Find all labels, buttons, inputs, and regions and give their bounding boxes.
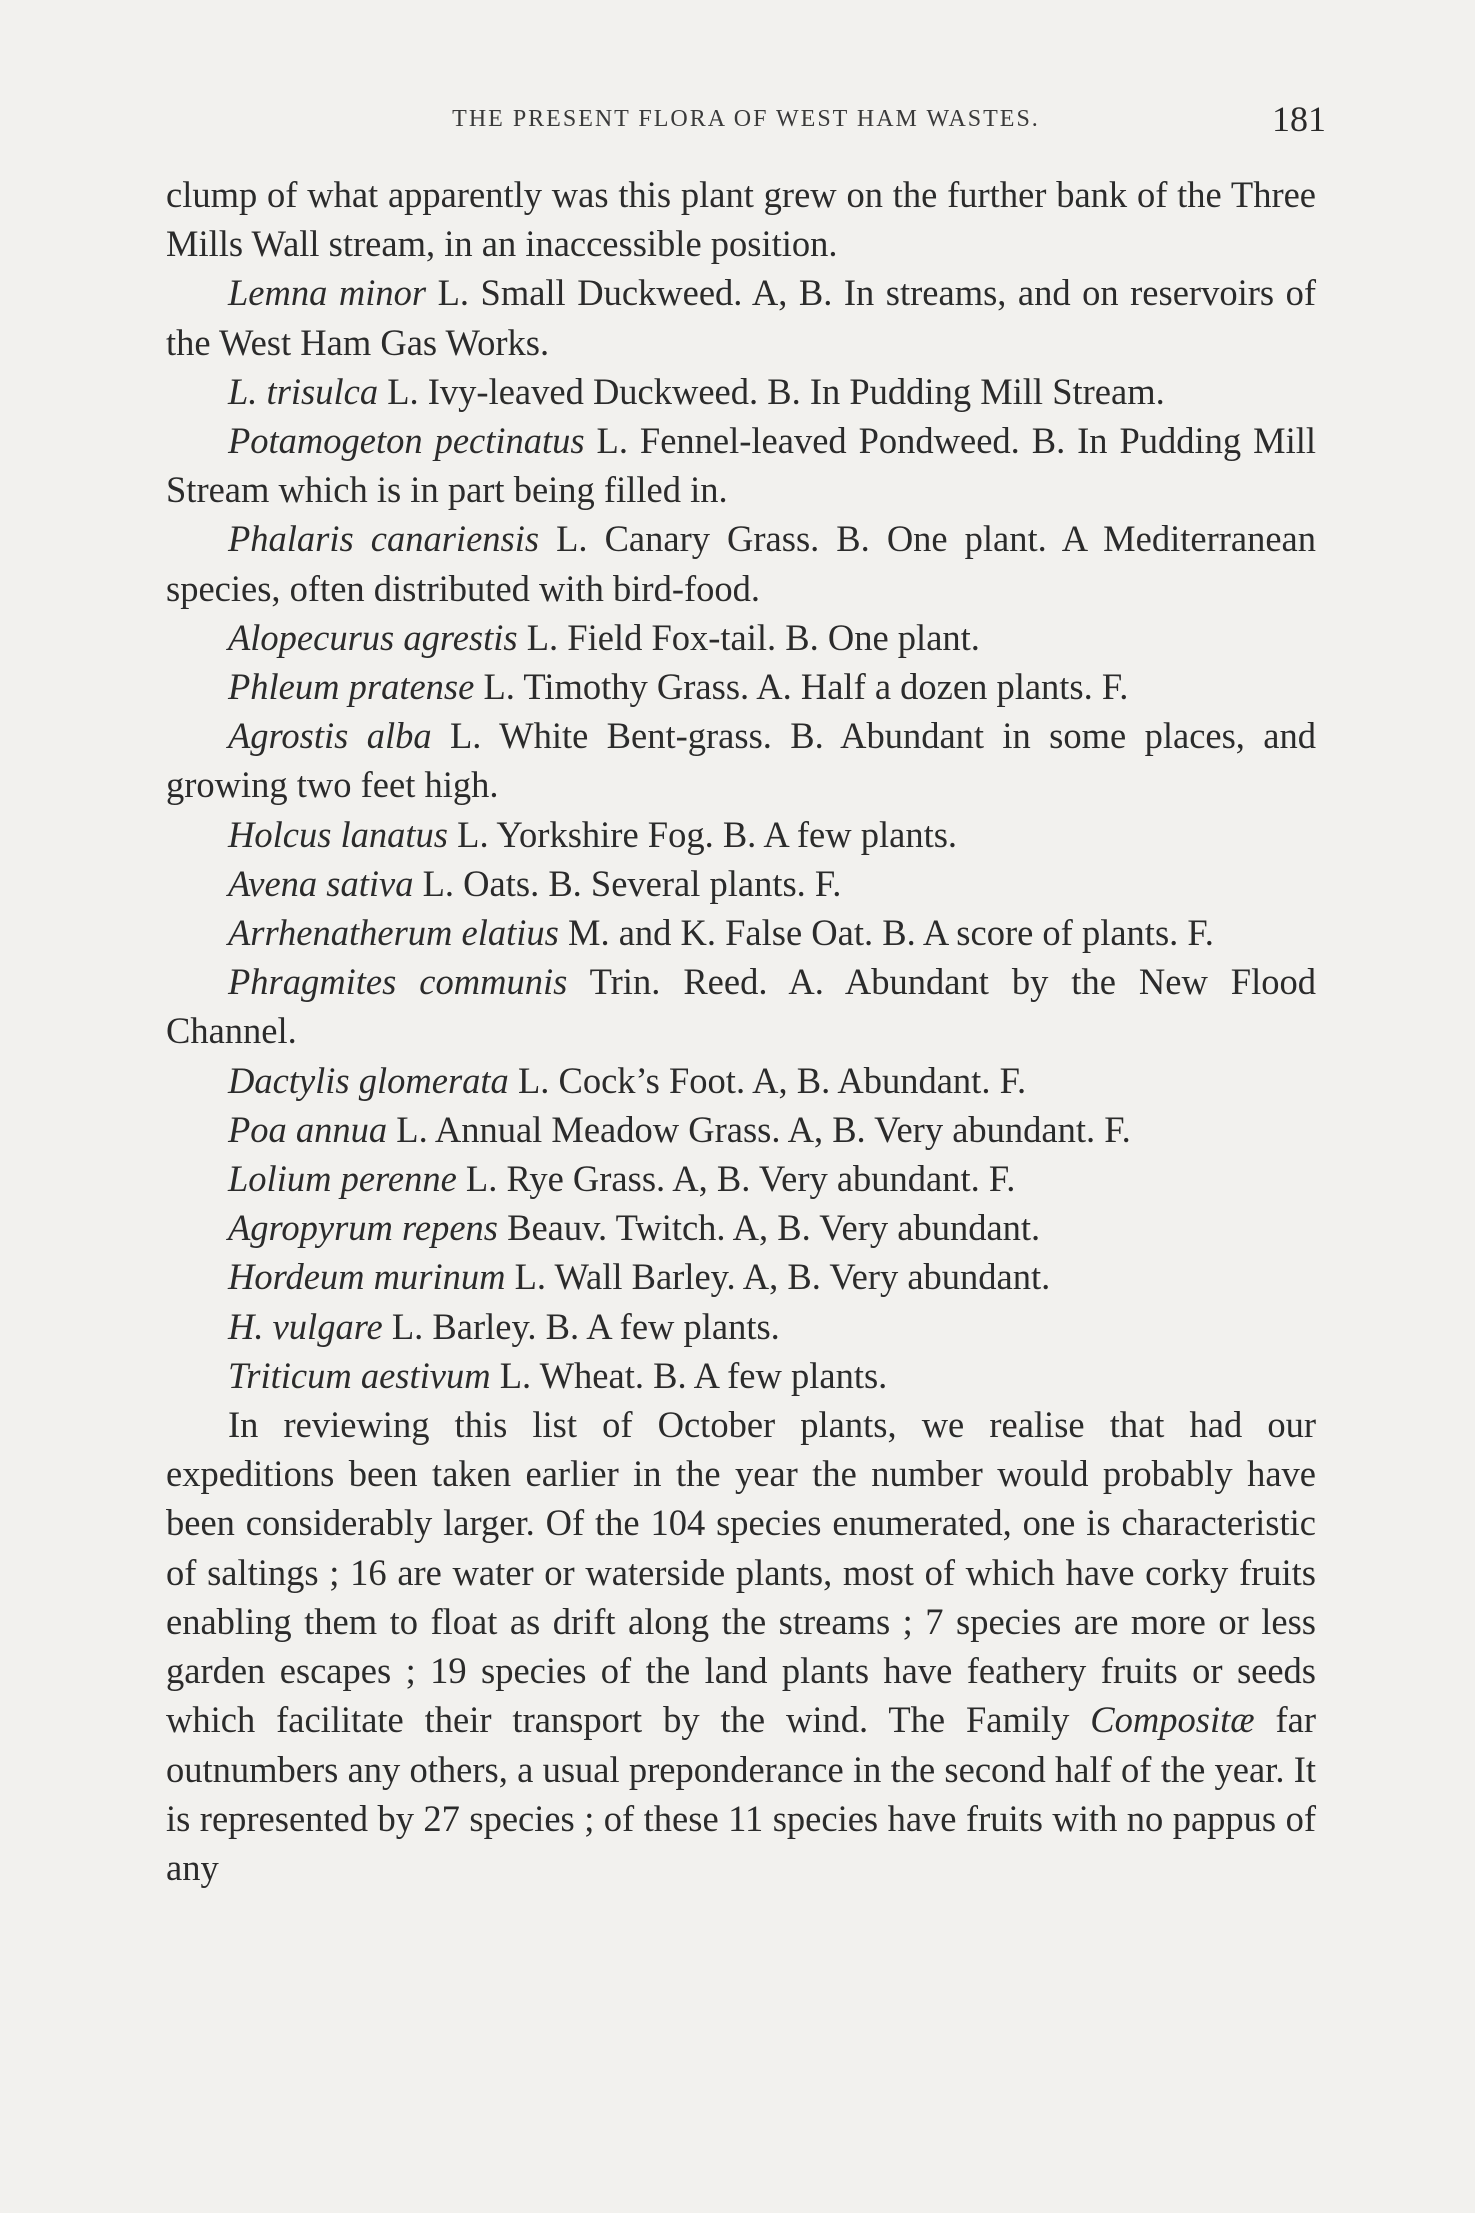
species-name: Arrhenatherum elatius [228, 912, 559, 954]
species-description: L. Yorkshire Fog. B. A few plants. [448, 813, 958, 855]
species-entry [166, 1302, 1316, 1351]
species-description: M. and K. False Oat. B. A score of plants. F. [558, 912, 1214, 954]
species-description: Trin. Reed. A. Abundant by the New Flood Channel. [166, 961, 1316, 1052]
species-entry [166, 810, 1316, 859]
species-entry [166, 1056, 1316, 1105]
species-entry [166, 1203, 1316, 1252]
species-description: L. Small Duckweed. A, B. In streams, and on reservoirs of the West Ham Gas Works. [166, 272, 1316, 363]
species-description: L. Fennel-leaved Pondweed. B. In Pudding Mill Stream which is in part being filled in. [166, 420, 1316, 511]
species-name: Alopecurus agrestis [228, 616, 518, 658]
species-name: Agrostis alba [228, 715, 432, 757]
species-name: Hordeum murinum [228, 1256, 506, 1298]
body-text [166, 170, 1316, 1892]
species-name: Phalaris canariensis [228, 518, 540, 560]
species-name: Dactylis glomerata [228, 1059, 509, 1101]
species-description: L. Oats. B. Several plants. F. [413, 862, 842, 904]
closing-paragraph [166, 1400, 1316, 1892]
species-description: Beauv. Twitch. A, B. Very abundant. [498, 1207, 1041, 1249]
running-title: THE PRESENT FLORA OF WEST HAM WASTES. [452, 106, 1040, 132]
species-name: L. trisulca [228, 370, 379, 412]
family-name: Compositæ [1090, 1699, 1255, 1741]
species-name: Phleum pratense [228, 666, 475, 708]
species-description: L. White Bent-grass. B. Abundant in some places, and growing two feet high. [166, 715, 1316, 806]
species-name: Phragmites communis [228, 961, 568, 1003]
species-entry [166, 662, 1316, 711]
species-name: Holcus lanatus [228, 813, 449, 855]
closing-text-part1: In reviewing this list of October plants, we realise that had our expeditions been taken earlier in the year the number would probably have been considerably larger. Of the 104 species enumerated, one is characteristic of saltings ; 16 are water or waterside plants, most of which have corky fruits enabling them to float as drift along the streams ; 7 species are more or less garden escapes ; 19 species of the land plants have feathery fruits or seeds which facilitate their transport by the wind. The Family [166, 1404, 1316, 1741]
species-description: L. Barley. B. A few plants. [382, 1305, 780, 1347]
species-entry [166, 908, 1316, 957]
species-description: L. Timothy Grass. A. Half a dozen plants. F. [474, 666, 1129, 708]
species-name: Avena sativa [228, 862, 414, 904]
species-name: Potamogeton pectinatus [228, 420, 585, 462]
species-entry [166, 1252, 1316, 1301]
species-name: Poa annua [228, 1108, 388, 1150]
species-entry [166, 859, 1316, 908]
species-entry [166, 416, 1316, 514]
paragraph-text: clump of what apparently was this plant grew on the further bank of the Three Mills Wall stream, in an inaccessible position. [166, 174, 1316, 265]
page-header [166, 98, 1326, 148]
species-name: H. vulgare [228, 1305, 383, 1347]
species-description: L. Wheat. B. A few plants. [490, 1354, 888, 1396]
species-entry [166, 514, 1316, 612]
species-entry [166, 1154, 1316, 1203]
species-description: L. Ivy-leaved Duckweed. B. In Pudding Mill Stream. [378, 370, 1165, 412]
species-entry [166, 711, 1316, 809]
species-name: Lemna minor [228, 272, 427, 314]
species-name: Triticum aestivum [228, 1354, 491, 1396]
species-description: L. Cock’s Foot. A, B. Abundant. F. [508, 1059, 1027, 1101]
species-description: L. Rye Grass. A, B. Very abundant. F. [456, 1158, 1016, 1200]
species-entry [166, 268, 1316, 366]
species-name: Lolium perenne [228, 1158, 457, 1200]
species-entry [166, 1105, 1316, 1154]
species-name: Agropyrum repens [228, 1207, 498, 1249]
species-description: L. Canary Grass. B. One plant. A Mediterranean species, often distributed with bird-food. [166, 518, 1316, 609]
species-entry [166, 613, 1316, 662]
species-description: L. Annual Meadow Grass. A, B. Very abundant. F. [387, 1108, 1131, 1150]
species-description: L. Wall Barley. A, B. Very abundant. [505, 1256, 1051, 1298]
closing-text-part2: far outnumbers any others, a usual preponderance in the second half of the year. It is represented by 27 species ; of these 11 species have fruits with no pappus of any [166, 1699, 1316, 1888]
species-entry [166, 1351, 1316, 1400]
page-number: 181 [1272, 99, 1326, 139]
species-entry [166, 367, 1316, 416]
paragraph [166, 170, 1316, 268]
species-description: L. Field Fox-tail. B. One plant. [517, 616, 980, 658]
species-entry [166, 957, 1316, 1055]
